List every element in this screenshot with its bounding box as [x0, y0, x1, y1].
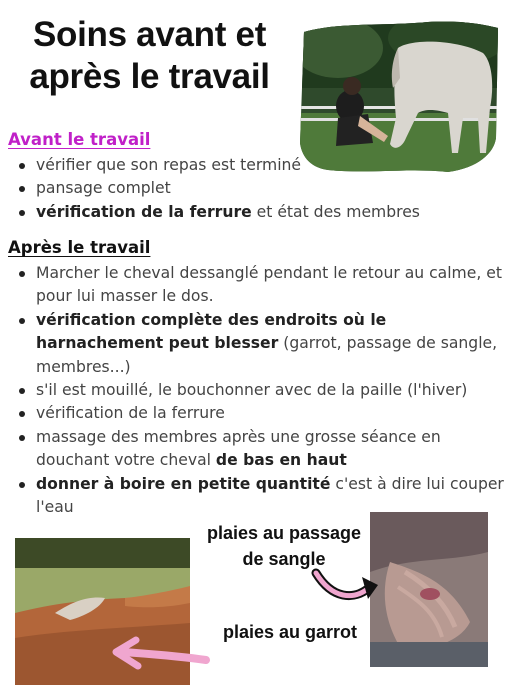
- caption-sangle: plaies au passage de sangle: [206, 523, 362, 569]
- photo-sangle-wound: [370, 512, 488, 667]
- list-item: donner à boire en petite quantité c'est à dire lui couper l'eau: [18, 473, 518, 520]
- section-heading-apres: Après le travail: [8, 238, 151, 257]
- avant-list: [18, 154, 420, 224]
- list-item: s'il est mouillé, le bouchonner avec de la paille (l'hiver): [18, 379, 518, 402]
- list-item: vérification de la ferrure et état des membres: [18, 201, 338, 224]
- section-heading-avant: Avant le travail: [8, 130, 151, 149]
- arrow-to-sangle: [310, 565, 382, 610]
- list-item: vérification de la ferrure: [18, 402, 518, 425]
- caption-garrot: plaies au garrot: [222, 622, 358, 642]
- list-item: Marcher le cheval dessanglé pendant le retour au calme, et pour lui masser le dos.: [18, 262, 518, 309]
- list-item: pansage complet: [18, 177, 338, 200]
- list-item: vérification complète des endroits où le harnachement peut blesser (garrot, passage de sangle, membres...): [18, 309, 518, 379]
- apres-list: [18, 262, 518, 519]
- title-line-2: après le travail: [29, 57, 270, 96]
- photo-woman-with-horse: [298, 18, 500, 174]
- title-line-1: Soins avant et: [32, 15, 267, 54]
- page-title: [12, 14, 287, 98]
- list-item: massage des membres après une grosse séance en douchant votre cheval de bas en haut: [18, 426, 518, 473]
- list-item: vérifier que son repas est terminé: [18, 154, 338, 177]
- arrow-to-garrot: [110, 636, 212, 672]
